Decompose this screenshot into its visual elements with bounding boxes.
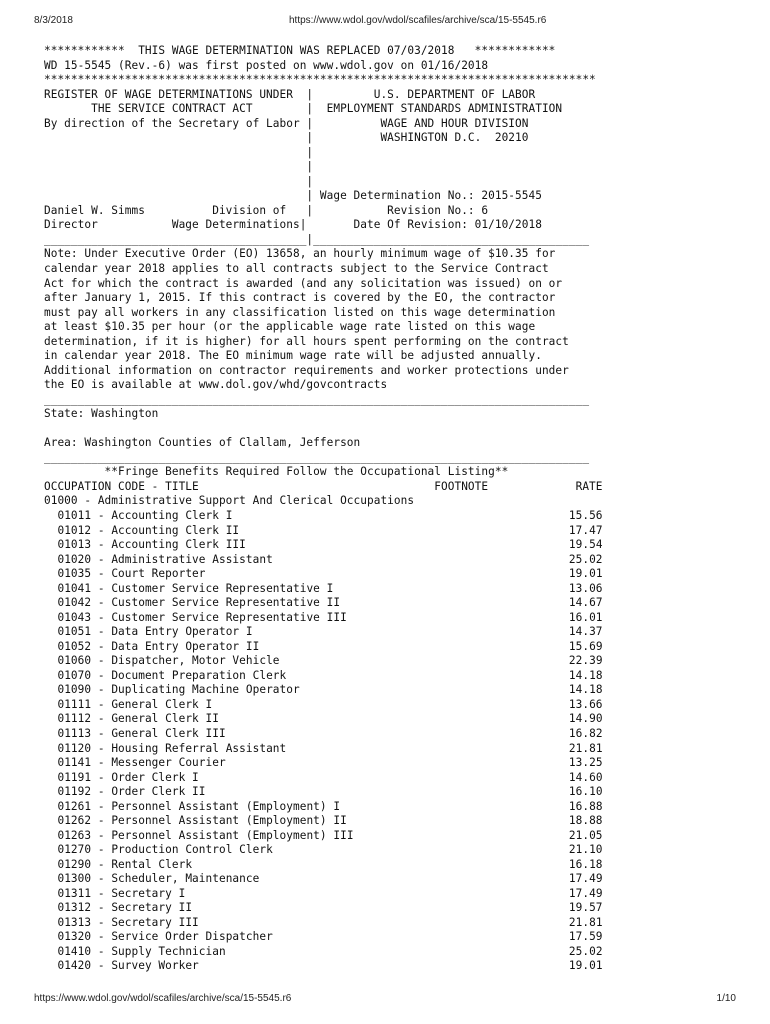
- table-row: 01290 - Rental Clerk 16.18: [57, 857, 603, 871]
- table-row: 01120 - Housing Referral Assistant 21.81: [57, 741, 603, 755]
- occupation-code: 01410: [57, 944, 92, 958]
- occupation-title: Data Entry Operator II: [111, 639, 260, 653]
- occupation-title: Duplicating Machine Operator: [111, 683, 300, 697]
- table-row: 01311 - Secretary I 17.49: [57, 886, 603, 900]
- table-row: 01041 - Customer Service Representative I 13.06: [57, 581, 603, 595]
- occupation-title: General Clerk III: [111, 726, 226, 740]
- footer-url: https://www.wdol.gov/wdol/scafiles/archive/sca/15-5545.r6: [34, 993, 292, 1004]
- print-date: 8/3/2018: [34, 15, 73, 26]
- occupation-title: Rental Clerk: [111, 857, 193, 871]
- occupation-title: Customer Service Representative II: [111, 596, 341, 610]
- occupation-rate: 14.37: [568, 625, 603, 639]
- occupation-code: 01290: [57, 857, 92, 871]
- note-line: must pay all workers in any classification listed on this wage determination: [44, 305, 556, 319]
- occupation-rate: 14.18: [568, 683, 603, 697]
- table-row: 01012 - Accounting Clerk II 17.47: [57, 523, 603, 537]
- occupation-rate: 16.10: [568, 785, 603, 799]
- occupation-rate: 19.01: [568, 959, 603, 973]
- note-line: after January 1, 2015. If this contract is covered by the EO, the contractor: [44, 291, 556, 305]
- document-header: [44, 88, 589, 246]
- header-line: Director Wage Determinations| Date Of Revision: 01/10/2018: [44, 218, 542, 232]
- header-line: Daniel W. Simms Division of | Revision No.: 6: [44, 203, 489, 217]
- occupation-title: Secretary II: [111, 901, 193, 915]
- state-line: State: Washington: [44, 407, 159, 421]
- header-line: | WASHINGTON D.C. 20210: [44, 131, 529, 145]
- table-row: 01410 - Supply Technician 25.02: [57, 944, 603, 958]
- occupation-title: Order Clerk II: [111, 785, 206, 799]
- occupation-code: 01270: [57, 843, 92, 857]
- header-line: |: [44, 145, 314, 159]
- section-rule: _________________________________________________________________________________: [44, 392, 590, 406]
- note-line: in calendar year 2018. The EO minimum wage rate will be adjusted annually.: [44, 349, 542, 363]
- occupation-code: 01113: [57, 726, 92, 740]
- occupation-code: 01261: [57, 799, 92, 813]
- occupation-rate: 25.02: [568, 944, 603, 958]
- table-row: 01141 - Messenger Courier 13.25: [57, 756, 603, 770]
- note-line: calendar year 2018 applies to all contracts subject to the Service Contract: [44, 261, 549, 275]
- table-row: 01261 - Personnel Assistant (Employment) I 16.88: [57, 799, 603, 813]
- occupation-title: Housing Referral Assistant: [111, 741, 287, 755]
- occupation-title: Production Control Clerk: [111, 843, 273, 857]
- table-row: 01192 - Order Clerk II 16.10: [57, 785, 603, 799]
- table-row: 01070 - Document Preparation Clerk 14.18: [57, 668, 603, 682]
- header-line: REGISTER OF WAGE DETERMINATIONS UNDER | U.S. DEPARTMENT OF LABOR: [44, 87, 536, 101]
- note-line: at least $10.35 per hour (or the applicable wage rate listed on this wage: [44, 320, 536, 334]
- eo-minimum-wage-note: [44, 247, 569, 391]
- table-row: 01042 - Customer Service Representative II 14.67: [57, 596, 603, 610]
- occupation-rate: 14.18: [568, 668, 603, 682]
- print-url: https://www.wdol.gov/wdol/scafiles/archive/sca/15-5545.r6: [289, 15, 547, 26]
- table-header: OCCUPATION CODE - TITLE FOOTNOTE RATE: [44, 479, 603, 493]
- occupation-code: 01312: [57, 901, 92, 915]
- occupation-code: 01263: [57, 828, 92, 842]
- table-row: 01035 - Court Reporter 19.01: [57, 567, 603, 581]
- occupation-rate: 15.56: [568, 509, 603, 522]
- occupation-code: 01041: [57, 581, 92, 595]
- occupation-title: Scheduler, Maintenance: [111, 872, 260, 886]
- table-row: 01313 - Secretary III 21.81: [57, 915, 603, 929]
- section-rule: _________________________________________________________________________________: [44, 450, 590, 464]
- occupation-title: Accounting Clerk II: [111, 523, 240, 537]
- header-line: By direction of the Secretary of Labor | WAGE AND HOUR DIVISION: [44, 116, 529, 130]
- posted-notice: WD 15-5545 (Rev.-6) was first posted on www.wdol.gov on 01/16/2018: [44, 58, 489, 72]
- occupation-rate: 19.01: [568, 567, 603, 581]
- occupation-rate: 21.81: [568, 741, 603, 755]
- header-line: _______________________________________|_________________________________________: [44, 232, 590, 246]
- area-line: Area: Washington Counties of Clallam, Jefferson: [44, 436, 361, 450]
- occupation-rate: 17.49: [568, 872, 603, 886]
- occupation-title: Personnel Assistant (Employment) II: [111, 814, 347, 828]
- occupation-code: 01141: [57, 756, 92, 770]
- occupation-title: General Clerk II: [111, 712, 219, 726]
- table-row: 01060 - Dispatcher, Motor Vehicle 22.39: [57, 654, 603, 668]
- table-row: 01013 - Accounting Clerk III 19.54: [57, 538, 603, 552]
- replaced-notice: ************ THIS WAGE DETERMINATION WAS REPLACED 07/03/2018 ************: [44, 44, 556, 57]
- occupation-code: 01043: [57, 610, 92, 624]
- note-line: Act for which the contract is awarded (and any solicitation was issued) on or: [44, 276, 563, 290]
- table-row: 01043 - Customer Service Representative III 16.01: [57, 610, 603, 624]
- occupation-rate: 18.88: [568, 814, 603, 828]
- table-row: 01262 - Personnel Assistant (Employment) II 18.88: [57, 814, 603, 828]
- header-line: | Wage Determination No.: 2015-5545: [44, 189, 542, 203]
- occupation-code: 01090: [57, 683, 92, 697]
- occupation-rate: 21.81: [568, 915, 603, 929]
- header-line: THE SERVICE CONTRACT ACT | EMPLOYMENT STANDARDS ADMINISTRATION: [44, 102, 563, 116]
- occupation-title: Court Reporter: [111, 567, 206, 581]
- print-header: [34, 15, 736, 26]
- occupation-code: 01052: [57, 639, 92, 653]
- table-row: 01020 - Administrative Assistant 25.02: [57, 552, 603, 566]
- occupation-code: 01051: [57, 625, 92, 639]
- note-line: Additional information on contractor requirements and worker protections under: [44, 363, 569, 377]
- occupation-rate: 14.67: [568, 596, 603, 610]
- table-row: 01300 - Scheduler, Maintenance 17.49: [57, 872, 603, 886]
- occupation-rate: 21.05: [568, 828, 603, 842]
- occupation-list: [44, 509, 603, 972]
- occupation-rate: 21.10: [568, 843, 603, 857]
- occupation-title: Messenger Courier: [111, 756, 226, 770]
- wage-determination-document: [44, 44, 603, 974]
- occupation-title: Document Preparation Clerk: [111, 668, 287, 682]
- occupation-code: 01320: [57, 930, 92, 944]
- occupation-title: Personnel Assistant (Employment) I: [111, 799, 341, 813]
- occupation-code: 01313: [57, 915, 92, 929]
- occupation-title: Survey Worker: [111, 959, 199, 973]
- occupation-rate: 17.59: [568, 930, 603, 944]
- occupation-rate: 19.54: [568, 538, 603, 552]
- occupation-title: Supply Technician: [111, 944, 226, 958]
- occupation-code: 01020: [57, 552, 92, 566]
- occupation-code: 01112: [57, 712, 92, 726]
- occupation-code: 01120: [57, 741, 92, 755]
- occupation-title: Secretary III: [111, 915, 199, 929]
- occupation-code: 01060: [57, 654, 92, 668]
- occupation-rate: 16.18: [568, 857, 603, 871]
- print-footer: [34, 993, 736, 1004]
- occupation-code: 01311: [57, 886, 92, 900]
- stars-divider: **********************************************************************************: [44, 73, 596, 87]
- occupation-rate: 13.25: [568, 756, 603, 770]
- note-line: Note: Under Executive Order (EO) 13658, an hourly minimum wage of $10.35 for: [44, 247, 556, 261]
- occupation-title: Secretary I: [111, 886, 186, 900]
- occupation-code: 01191: [57, 770, 92, 784]
- occupation-code: 01035: [57, 567, 92, 581]
- occupation-rate: 15.69: [568, 639, 603, 653]
- table-row: 01312 - Secretary II 19.57: [57, 901, 603, 915]
- occupation-title: Accounting Clerk III: [111, 538, 246, 552]
- occupation-code: 01012: [57, 523, 92, 537]
- occupation-title: Customer Service Representative III: [111, 610, 347, 624]
- occupation-title: General Clerk I: [111, 697, 213, 711]
- occupation-rate: 14.90: [568, 712, 603, 726]
- occupation-code: 01262: [57, 814, 92, 828]
- table-row: 01420 - Survey Worker 19.01: [57, 959, 603, 973]
- table-row: 01263 - Personnel Assistant (Employment) III 21.05: [57, 828, 603, 842]
- occupation-title: Data Entry Operator I: [111, 625, 253, 639]
- occupation-code: 01011: [57, 509, 92, 522]
- table-row: 01112 - General Clerk II 14.90: [57, 712, 603, 726]
- occupation-title: Administrative Assistant: [111, 552, 273, 566]
- table-row: 01052 - Data Entry Operator II 15.69: [57, 639, 603, 653]
- occupation-rate: 17.49: [568, 886, 603, 900]
- occupation-title: Accounting Clerk I: [111, 509, 233, 522]
- occupation-rate: 14.60: [568, 770, 603, 784]
- table-row: 01320 - Service Order Dispatcher 17.59: [57, 930, 603, 944]
- occupation-group-title: 01000 - Administrative Support And Clerical Occupations: [44, 494, 415, 508]
- occupation-rate: 19.57: [568, 901, 603, 915]
- occupation-rate: 13.66: [568, 697, 603, 711]
- occupation-rate: 25.02: [568, 552, 603, 566]
- fringe-benefits-note: **Fringe Benefits Required Follow the Occupational Listing**: [44, 465, 509, 479]
- table-row: 01113 - General Clerk III 16.82: [57, 726, 603, 740]
- table-row: 01090 - Duplicating Machine Operator 14.18: [57, 683, 603, 697]
- occupation-code: 01070: [57, 668, 92, 682]
- occupation-title: Order Clerk I: [111, 770, 199, 784]
- occupation-rate: 22.39: [568, 654, 603, 668]
- occupation-rate: 17.47: [568, 523, 603, 537]
- occupation-title: Service Order Dispatcher: [111, 930, 273, 944]
- table-row: 01011 - Accounting Clerk I 15.56: [57, 509, 603, 522]
- header-line: |: [44, 174, 314, 188]
- occupation-code: 01042: [57, 596, 92, 610]
- header-line: |: [44, 160, 314, 174]
- table-row: 01051 - Data Entry Operator I 14.37: [57, 625, 603, 639]
- note-line: the EO is available at www.dol.gov/whd/govcontracts: [44, 378, 388, 392]
- occupation-code: 01192: [57, 785, 92, 799]
- occupation-title: Customer Service Representative I: [111, 581, 334, 595]
- page-number: 1/10: [716, 993, 736, 1004]
- table-row: 01270 - Production Control Clerk 21.10: [57, 843, 603, 857]
- note-line: determination, if it is higher) for all hours spent performing on the contract: [44, 334, 569, 348]
- occupation-rate: 13.06: [568, 581, 603, 595]
- table-row: 01111 - General Clerk I 13.66: [57, 697, 603, 711]
- occupation-rate: 16.88: [568, 799, 603, 813]
- occupation-title: Dispatcher, Motor Vehicle: [111, 654, 280, 668]
- occupation-rate: 16.01: [568, 610, 603, 624]
- occupation-rate: 16.82: [568, 726, 603, 740]
- occupation-code: 01013: [57, 538, 92, 552]
- occupation-title: Personnel Assistant (Employment) III: [111, 828, 354, 842]
- occupation-code: 01300: [57, 872, 92, 886]
- occupation-code: 01420: [57, 959, 92, 973]
- table-row: 01191 - Order Clerk I 14.60: [57, 770, 603, 784]
- occupation-code: 01111: [57, 697, 92, 711]
